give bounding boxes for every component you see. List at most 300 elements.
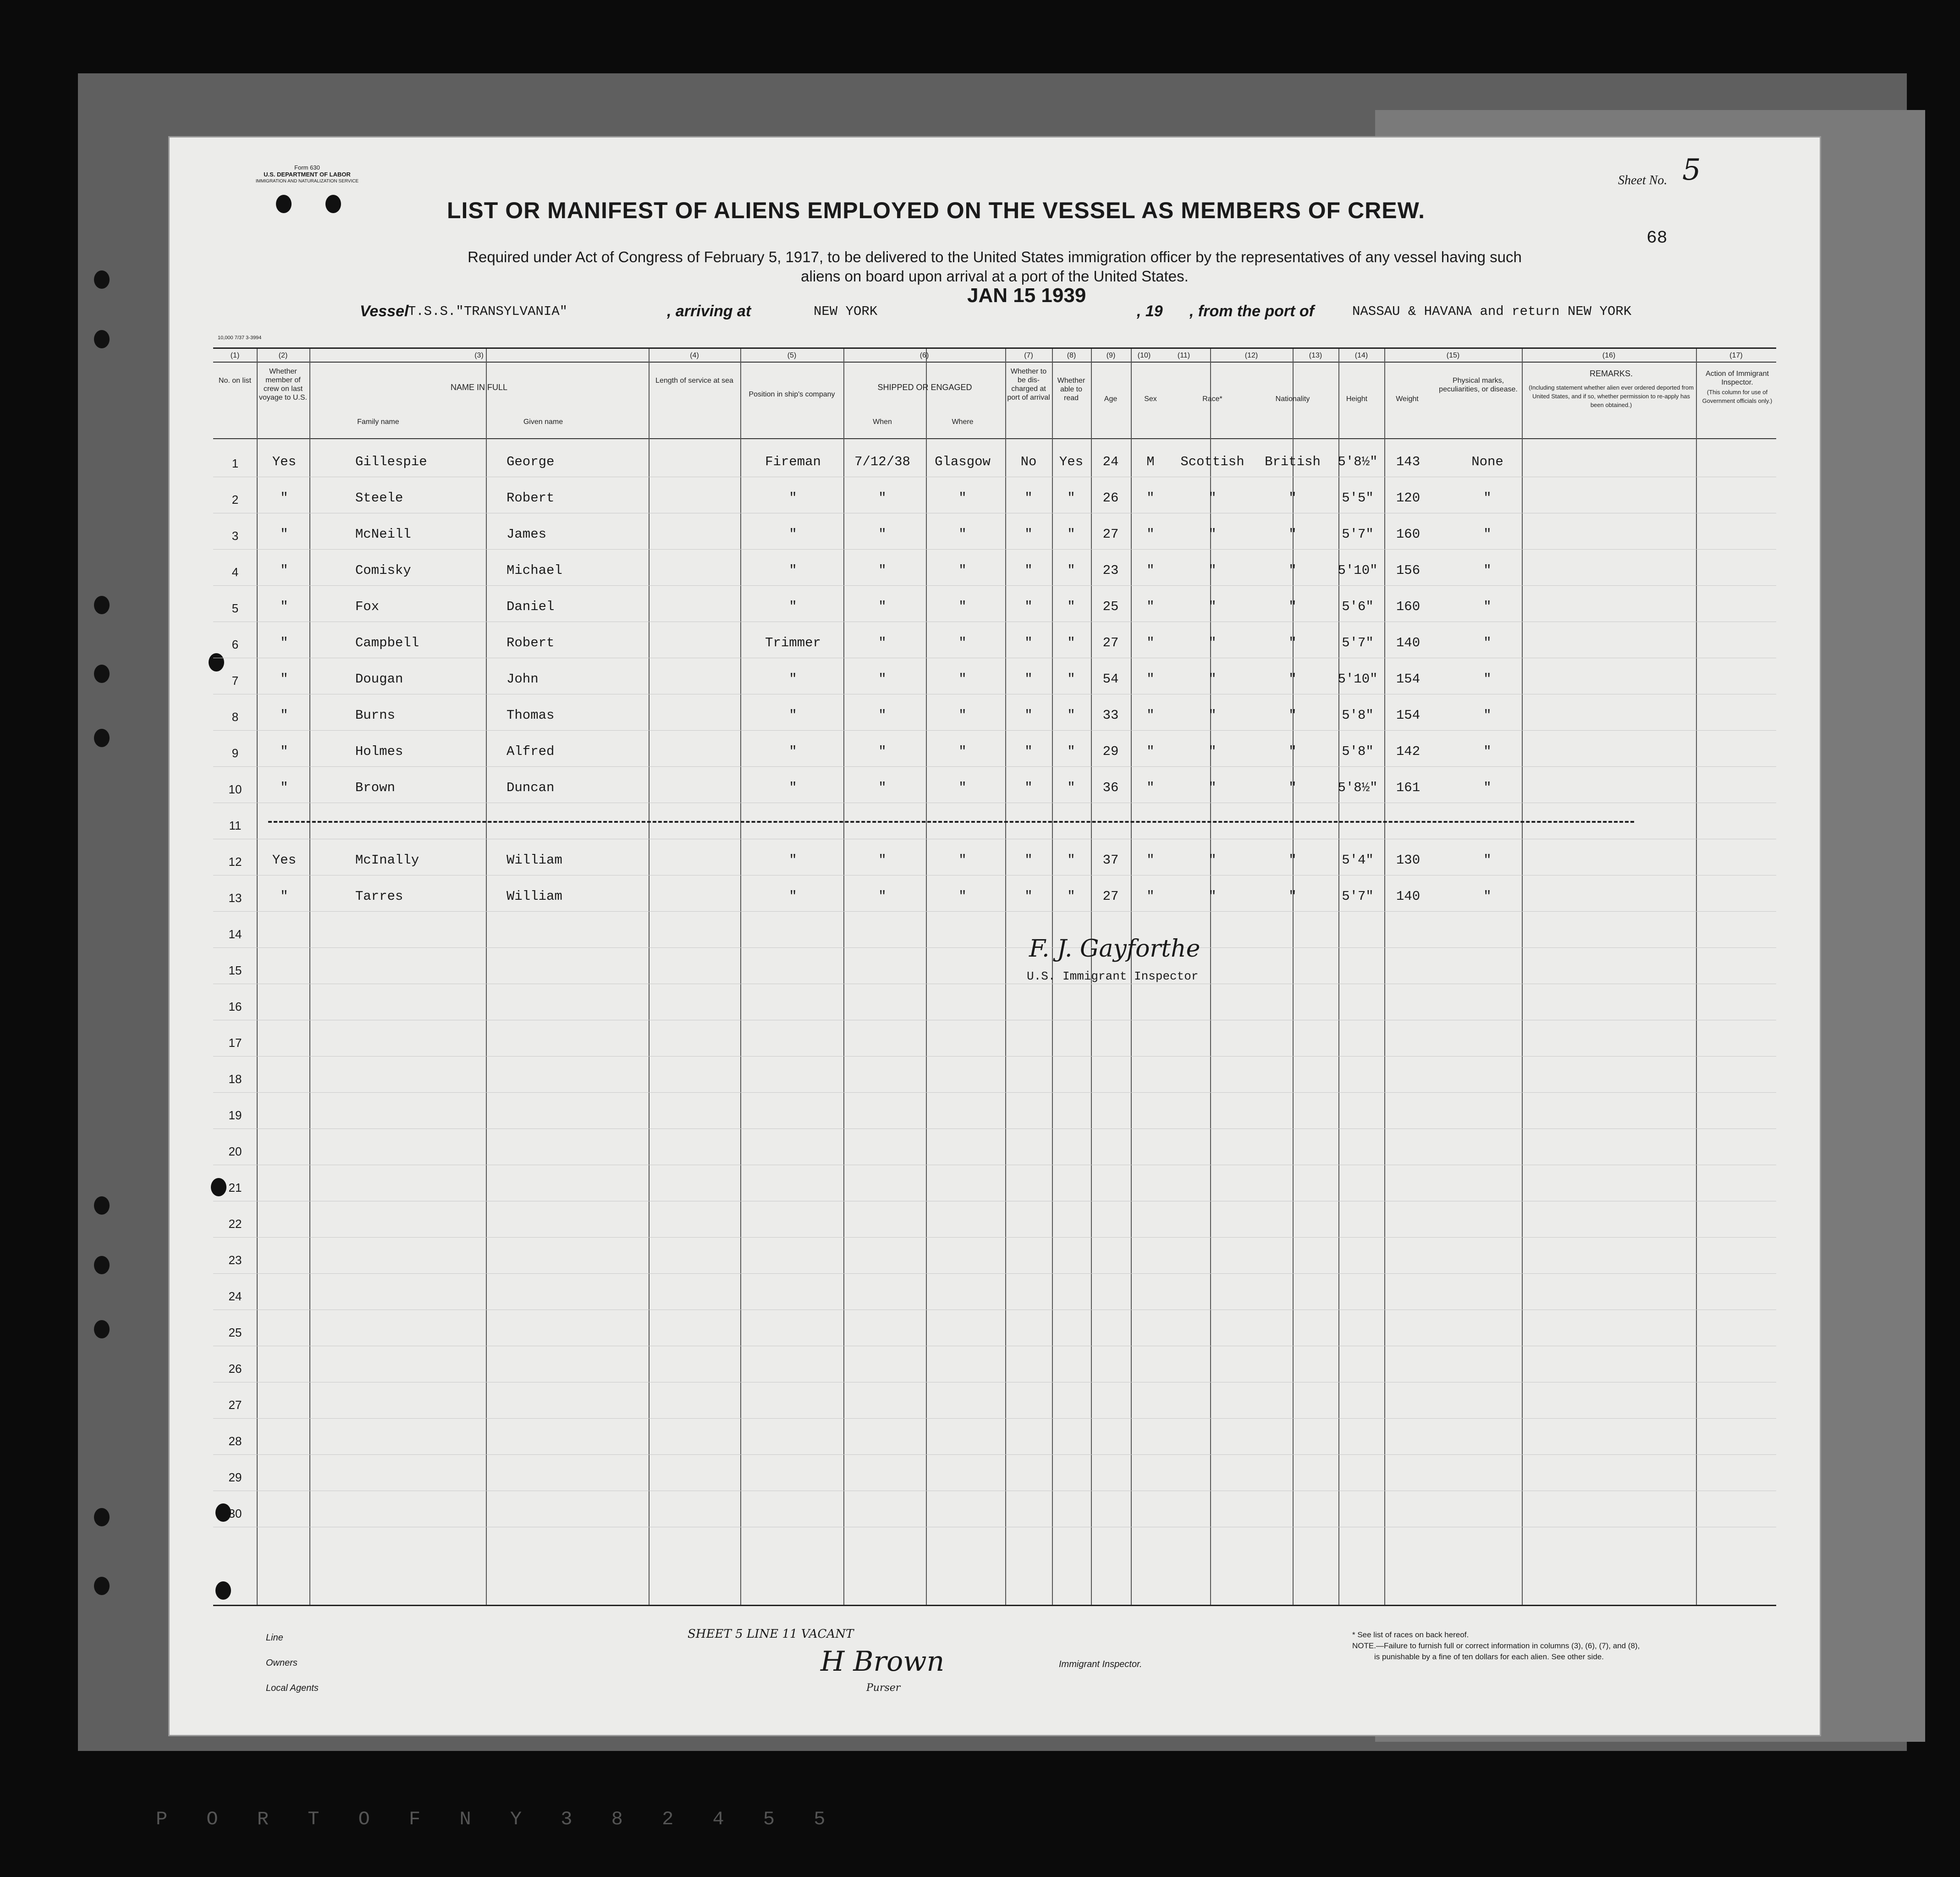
- cell-when: ": [878, 780, 886, 795]
- cell-sex: ": [1146, 563, 1155, 578]
- cell-age: 23: [1102, 563, 1119, 578]
- cell-discharged: ": [1024, 744, 1033, 759]
- cell-marks: ": [1483, 635, 1492, 650]
- column-number: (11): [1177, 352, 1190, 359]
- column-number: (17): [1729, 352, 1743, 359]
- header-height: Height: [1346, 395, 1368, 403]
- cell-weight: 154: [1396, 672, 1420, 687]
- cell-marks: ": [1483, 708, 1492, 723]
- column-number: (5): [787, 352, 797, 359]
- cell-height: 5'4": [1342, 853, 1374, 868]
- row-number: 15: [228, 963, 242, 977]
- row-number: 20: [228, 1145, 242, 1158]
- punch-hole: [325, 195, 341, 213]
- cell-last-voyage: ": [280, 490, 288, 506]
- cell-family: Dougan: [355, 672, 403, 687]
- cell-age: 25: [1102, 599, 1119, 614]
- cell-last-voyage: ": [280, 889, 288, 904]
- cell-nationality: ": [1288, 672, 1297, 687]
- races-note: * See list of races on back hereof.: [1352, 1630, 1469, 1639]
- row-number: 3: [231, 529, 239, 543]
- cell-height: 5'10": [1338, 672, 1378, 687]
- cell-nationality: ": [1288, 853, 1297, 868]
- cell-family: McNeill: [355, 527, 411, 542]
- header-remarks-note: (Including statement whether alien ever ordered deported from United States, and if so, whether permission to re-apply has been obtained.): [1529, 384, 1694, 408]
- cell-when: ": [878, 563, 886, 578]
- cell-race: ": [1208, 853, 1217, 868]
- cell-sex: ": [1146, 780, 1155, 795]
- cell-sex: M: [1146, 454, 1155, 469]
- cell-discharged: No: [1020, 454, 1037, 469]
- row-rule: [213, 766, 1776, 767]
- row-number: 21: [228, 1181, 242, 1194]
- cell-marks: ": [1483, 672, 1492, 687]
- punch-hole: [94, 330, 110, 348]
- row-number: 8: [231, 710, 239, 724]
- corner-number: 68: [1646, 228, 1668, 248]
- year-label: , 19: [1137, 303, 1163, 320]
- cell-nationality: ": [1288, 780, 1297, 795]
- cell-read: ": [1067, 744, 1075, 759]
- cell-family: Steele: [355, 490, 403, 506]
- row-number: 13: [228, 891, 242, 905]
- cell-read: ": [1067, 853, 1075, 868]
- punch-hole: [94, 596, 110, 614]
- cell-age: 29: [1102, 744, 1119, 759]
- form-number: Form 630: [294, 164, 320, 171]
- date-stamp: JAN 15 1939: [967, 284, 1086, 307]
- header-name-in-full: NAME IN FULL: [450, 383, 508, 392]
- cell-last-voyage: ": [280, 780, 288, 795]
- punch-hole: [276, 195, 292, 213]
- header-nationality: Nationality: [1275, 395, 1310, 403]
- cell-family: Brown: [355, 780, 396, 795]
- cell-sex: ": [1146, 490, 1155, 506]
- cell-where: Glasgow: [935, 454, 991, 469]
- cell-weight: 160: [1396, 527, 1420, 542]
- sheet-no-label: Sheet No.: [1618, 173, 1668, 187]
- column-divider: [740, 349, 741, 1605]
- cell-when: ": [878, 672, 886, 687]
- column-number: (3): [474, 352, 484, 359]
- cell-read: ": [1067, 780, 1075, 795]
- cell-given: Daniel: [507, 599, 555, 614]
- row-rule: [213, 1237, 1776, 1238]
- cell-discharged: ": [1024, 635, 1033, 650]
- cell-when: ": [878, 744, 886, 759]
- cell-nationality: ": [1288, 599, 1297, 614]
- subtitle-line-1: Required under Act of Congress of February 5, 1917, to be delivered to the United States immigration officer by the representatives of any vessel having such: [468, 248, 1522, 265]
- manifest-page: [170, 138, 1820, 1735]
- cell-last-voyage: Yes: [272, 454, 297, 469]
- cell-position: ": [789, 708, 797, 723]
- cell-given: Thomas: [507, 708, 555, 723]
- cell-given: William: [507, 889, 562, 904]
- cell-marks: ": [1483, 563, 1492, 578]
- header-last-voyage: Whether member of crew on last voyage to U.S.: [259, 368, 307, 402]
- column-number: (12): [1244, 352, 1258, 359]
- cell-position: ": [789, 780, 797, 795]
- header-physical-marks: Physical marks, peculiarities, or disease.: [1439, 377, 1518, 393]
- row-number: 6: [231, 638, 239, 651]
- cell-race: ": [1208, 744, 1217, 759]
- cell-marks: ": [1483, 780, 1492, 795]
- cell-age: 24: [1102, 454, 1119, 469]
- punch-hole: [94, 1577, 110, 1595]
- column-number: (4): [690, 352, 699, 359]
- cell-where: ": [958, 490, 967, 506]
- header-length-service: Length of service at sea: [655, 377, 733, 385]
- row-number: 9: [231, 746, 239, 760]
- arriving-port: NEW YORK: [814, 304, 878, 319]
- column-number: (8): [1067, 352, 1076, 359]
- cell-read: ": [1067, 599, 1075, 614]
- cell-weight: 140: [1396, 635, 1420, 650]
- cell-position: ": [789, 490, 797, 506]
- cell-given: George: [507, 454, 555, 469]
- cell-weight: 156: [1396, 563, 1420, 578]
- row-rule: [213, 947, 1776, 948]
- row-number: 28: [228, 1434, 242, 1448]
- cell-given: Robert: [507, 635, 555, 650]
- cell-age: 37: [1102, 853, 1119, 868]
- punch-hole: [94, 1196, 110, 1215]
- row-number: 26: [228, 1362, 242, 1376]
- cell-position: Trimmer: [765, 635, 821, 650]
- cell-nationality: ": [1288, 889, 1297, 904]
- cell-discharged: ": [1024, 490, 1033, 506]
- print-code: 10,000 7/37 3-3994: [218, 335, 262, 341]
- cell-position: ": [789, 853, 797, 868]
- header-weight: Weight: [1396, 395, 1419, 403]
- row-number: 19: [228, 1108, 242, 1122]
- cell-discharged: ": [1024, 599, 1033, 614]
- cell-when: ": [878, 599, 886, 614]
- cell-discharged: ": [1024, 672, 1033, 687]
- row-rule: [213, 585, 1776, 586]
- header-able-to-read: Whether able to read: [1057, 377, 1085, 402]
- cell-position: Fireman: [765, 454, 821, 469]
- cell-given: Duncan: [507, 780, 555, 795]
- footer-note: [1352, 1629, 1640, 1662]
- column-number: (6): [919, 352, 929, 359]
- cell-race: Scottish: [1180, 454, 1244, 469]
- cell-marks: ": [1483, 853, 1492, 868]
- column-number: (15): [1446, 352, 1460, 359]
- cell-read: ": [1067, 672, 1075, 687]
- row-rule: [213, 1273, 1776, 1274]
- cell-family: Fox: [355, 599, 380, 614]
- cell-discharged: ": [1024, 889, 1033, 904]
- row-number: 29: [228, 1470, 242, 1484]
- column-divider: [649, 349, 650, 1605]
- cell-where: ": [958, 780, 967, 795]
- row-rule: [213, 730, 1776, 731]
- header-shipped-engaged: SHIPPED OR ENGAGED: [877, 383, 972, 392]
- row-rule: [213, 549, 1776, 550]
- cell-last-voyage: ": [280, 708, 288, 723]
- cell-race: ": [1208, 708, 1217, 723]
- footer-line-label: Line: [266, 1633, 283, 1643]
- cell-given: John: [507, 672, 539, 687]
- cell-height: 5'8": [1342, 708, 1374, 723]
- header-when: When: [873, 418, 892, 426]
- cell-position: ": [789, 599, 797, 614]
- cell-position: ": [789, 672, 797, 687]
- from-port-label: , from the port of: [1189, 303, 1314, 320]
- cell-family: Gillespie: [355, 454, 427, 469]
- cell-when: 7/12/38: [854, 454, 910, 469]
- cell-given: Robert: [507, 490, 555, 506]
- service-name: IMMIGRATION AND NATURALIZATION SERVICE: [255, 179, 359, 184]
- cell-family: Campbell: [355, 635, 419, 650]
- row-number: 24: [228, 1289, 242, 1303]
- cell-position: ": [789, 744, 797, 759]
- cell-where: ": [958, 889, 967, 904]
- row-number: 17: [228, 1036, 242, 1050]
- subtitle-line-2: aliens on board upon arrival at a port of the United States.: [801, 268, 1189, 285]
- cell-read: ": [1067, 889, 1075, 904]
- fine-note-1: NOTE.—Failure to furnish full or correct information in columns (3), (6), (7), and (8),: [1352, 1641, 1640, 1650]
- cell-last-voyage: ": [280, 527, 288, 542]
- cell-sex: ": [1146, 599, 1155, 614]
- cell-last-voyage: ": [280, 599, 288, 614]
- row-number: 22: [228, 1217, 242, 1231]
- vessel-label: Vessel: [360, 303, 409, 320]
- cell-height: 5'7": [1342, 889, 1374, 904]
- row-rule: [213, 911, 1776, 912]
- cell-height: 5'7": [1342, 635, 1374, 650]
- cell-sex: ": [1146, 708, 1155, 723]
- cell-height: 5'5": [1342, 490, 1374, 506]
- column-divider: [486, 349, 487, 1605]
- header-separator: [213, 438, 1776, 439]
- column-number: (1): [230, 352, 240, 359]
- cell-weight: 154: [1396, 708, 1420, 723]
- row-number: 12: [228, 855, 242, 869]
- footer-owners-label: Owners: [266, 1658, 297, 1668]
- header-sex: Sex: [1144, 395, 1157, 403]
- header-action-note: (This column for use of Government officials only.): [1702, 389, 1773, 404]
- cell-weight: 142: [1396, 744, 1420, 759]
- column-number: (7): [1024, 352, 1033, 359]
- row-number: 1: [231, 457, 239, 470]
- row-number: 5: [231, 601, 239, 615]
- cell-race: ": [1208, 490, 1217, 506]
- crew-table: [213, 347, 1776, 1606]
- inspector-title: U.S. Immigrant Inspector: [1027, 969, 1199, 983]
- cell-nationality: ": [1288, 490, 1297, 506]
- cell-given: Michael: [507, 563, 562, 578]
- cell-family: Holmes: [355, 744, 403, 759]
- cell-discharged: ": [1024, 527, 1033, 542]
- row-rule: [213, 1056, 1776, 1057]
- cell-family: Comisky: [355, 563, 411, 578]
- cell-race: ": [1208, 563, 1217, 578]
- cell-where: ": [958, 853, 967, 868]
- cell-age: 26: [1102, 490, 1119, 506]
- purser-label: Purser: [866, 1682, 901, 1694]
- cell-height: 5'10": [1338, 563, 1378, 578]
- row-number: 23: [228, 1253, 242, 1267]
- cell-weight: 160: [1396, 599, 1420, 614]
- cell-weight: 143: [1396, 454, 1420, 469]
- header-position: Position in ship's company: [749, 391, 835, 398]
- header-age: Age: [1104, 395, 1118, 403]
- row-number: 7: [231, 674, 239, 688]
- cell-given: William: [507, 853, 562, 868]
- row-number: 16: [228, 1000, 242, 1013]
- cell-height: 5'8": [1342, 744, 1374, 759]
- cell-nationality: British: [1265, 454, 1321, 469]
- row-rule: [213, 1454, 1776, 1455]
- column-number-separator: [213, 362, 1776, 363]
- cell-read: ": [1067, 527, 1075, 542]
- cell-weight: 130: [1396, 853, 1420, 868]
- cell-where: ": [958, 527, 967, 542]
- inspector-signature: F. J. Gayforthe: [1029, 935, 1200, 963]
- cell-weight: 140: [1396, 889, 1420, 904]
- cell-nationality: ": [1288, 708, 1297, 723]
- cell-where: ": [958, 599, 967, 614]
- cell-position: ": [789, 563, 797, 578]
- vacant-note: SHEET 5 LINE 11 VACANT: [688, 1627, 854, 1641]
- cell-weight: 120: [1396, 490, 1420, 506]
- fine-note-2: is punishable by a fine of ten dollars for each alien. See other side.: [1374, 1652, 1604, 1661]
- cell-weight: 161: [1396, 780, 1420, 795]
- cell-family: McInally: [355, 853, 419, 868]
- purser-signature: H Brown: [820, 1646, 945, 1678]
- punch-hole: [94, 1508, 110, 1526]
- cell-sex: ": [1146, 635, 1155, 650]
- row-number: 30: [228, 1507, 242, 1520]
- cell-sex: ": [1146, 889, 1155, 904]
- cell-marks: None: [1471, 454, 1503, 469]
- column-divider: [309, 349, 310, 1605]
- cell-when: ": [878, 889, 886, 904]
- cell-race: ": [1208, 635, 1217, 650]
- row-number: 27: [228, 1398, 242, 1412]
- column-number: (9): [1106, 352, 1116, 359]
- cell-age: 36: [1102, 780, 1119, 795]
- column-divider: [1696, 349, 1697, 1605]
- cell-height: 5'8½": [1338, 780, 1378, 795]
- cell-discharged: ": [1024, 563, 1033, 578]
- cell-read: ": [1067, 708, 1075, 723]
- cell-last-voyage: Yes: [272, 853, 297, 868]
- row-number: 4: [231, 565, 239, 579]
- column-number: (2): [278, 352, 288, 359]
- cell-discharged: ": [1024, 853, 1033, 868]
- vessel-name: T.S.S."TRANSYLVANIA": [408, 304, 568, 319]
- cell-age: 33: [1102, 708, 1119, 723]
- header-no-on-list: No. on list: [218, 377, 252, 385]
- column-number: (10): [1137, 352, 1151, 359]
- cell-marks: ": [1483, 744, 1492, 759]
- row-rule: [213, 1418, 1776, 1419]
- row-number: 14: [228, 927, 242, 941]
- vacant-line-strike: [268, 821, 1634, 823]
- row-number: 10: [228, 782, 242, 796]
- cell-height: 5'8½": [1338, 454, 1378, 469]
- row-rule: [213, 1128, 1776, 1129]
- department-name: U.S. DEPARTMENT OF LABOR: [264, 171, 351, 178]
- cell-marks: ": [1483, 527, 1492, 542]
- punch-hole: [94, 665, 110, 683]
- cell-given: Alfred: [507, 744, 555, 759]
- arriving-label: , arriving at: [667, 303, 751, 320]
- header-where: Where: [952, 418, 974, 426]
- cell-read: ": [1067, 490, 1075, 506]
- sheet-number: 5: [1682, 153, 1701, 187]
- punch-hole: [94, 729, 110, 747]
- cell-nationality: ": [1288, 744, 1297, 759]
- column-number: (14): [1354, 352, 1368, 359]
- cell-last-voyage: ": [280, 672, 288, 687]
- row-rule: [213, 1092, 1776, 1093]
- cell-nationality: ": [1288, 527, 1297, 542]
- cell-race: ": [1208, 527, 1217, 542]
- header-family-name: Family name: [357, 418, 399, 426]
- cell-when: ": [878, 635, 886, 650]
- cell-nationality: ": [1288, 563, 1297, 578]
- header-remarks: REMARKS.: [1589, 369, 1633, 378]
- cell-age: 54: [1102, 672, 1119, 687]
- column-number: (13): [1309, 352, 1322, 359]
- cell-race: ": [1208, 780, 1217, 795]
- cell-race: ": [1208, 599, 1217, 614]
- cell-where: ": [958, 744, 967, 759]
- row-number: 18: [228, 1072, 242, 1086]
- cell-marks: ": [1483, 889, 1492, 904]
- cell-when: ": [878, 490, 886, 506]
- cell-age: 27: [1102, 527, 1119, 542]
- cell-where: ": [958, 672, 967, 687]
- column-divider: [843, 349, 844, 1605]
- cell-sex: ": [1146, 527, 1155, 542]
- cell-discharged: ": [1024, 780, 1033, 795]
- page-title: LIST OR MANIFEST OF ALIENS EMPLOYED ON THE VESSEL AS MEMBERS OF CREW.: [447, 198, 1425, 223]
- row-number: 25: [228, 1326, 242, 1339]
- punch-hole: [94, 270, 110, 289]
- cell-when: ": [878, 708, 886, 723]
- header-discharged: Whether to be dis-charged at port of arrival: [1007, 368, 1050, 402]
- cell-age: 27: [1102, 889, 1119, 904]
- row-number: 2: [231, 493, 239, 506]
- subtitle: [353, 248, 1636, 286]
- cell-read: ": [1067, 635, 1075, 650]
- form-header: [238, 164, 376, 185]
- row-number: 11: [229, 819, 242, 832]
- from-port: NASSAU & HAVANA and return NEW YORK: [1352, 304, 1632, 319]
- cell-position: ": [789, 889, 797, 904]
- cell-where: ": [958, 708, 967, 723]
- cell-read: ": [1067, 563, 1075, 578]
- column-number: (16): [1602, 352, 1616, 359]
- film-strip-text: P O R T O F N Y 3 8 2 4 5 5: [156, 1808, 839, 1830]
- cell-sex: ": [1146, 672, 1155, 687]
- cell-family: Burns: [355, 708, 396, 723]
- cell-nationality: ": [1288, 635, 1297, 650]
- cell-discharged: ": [1024, 708, 1033, 723]
- cell-height: 5'7": [1342, 527, 1374, 542]
- cell-sex: ": [1146, 853, 1155, 868]
- cell-last-voyage: ": [280, 744, 288, 759]
- column-divider: [257, 349, 258, 1605]
- punch-hole: [94, 1320, 110, 1338]
- cell-given: James: [507, 527, 547, 542]
- header-given-name: Given name: [523, 418, 563, 426]
